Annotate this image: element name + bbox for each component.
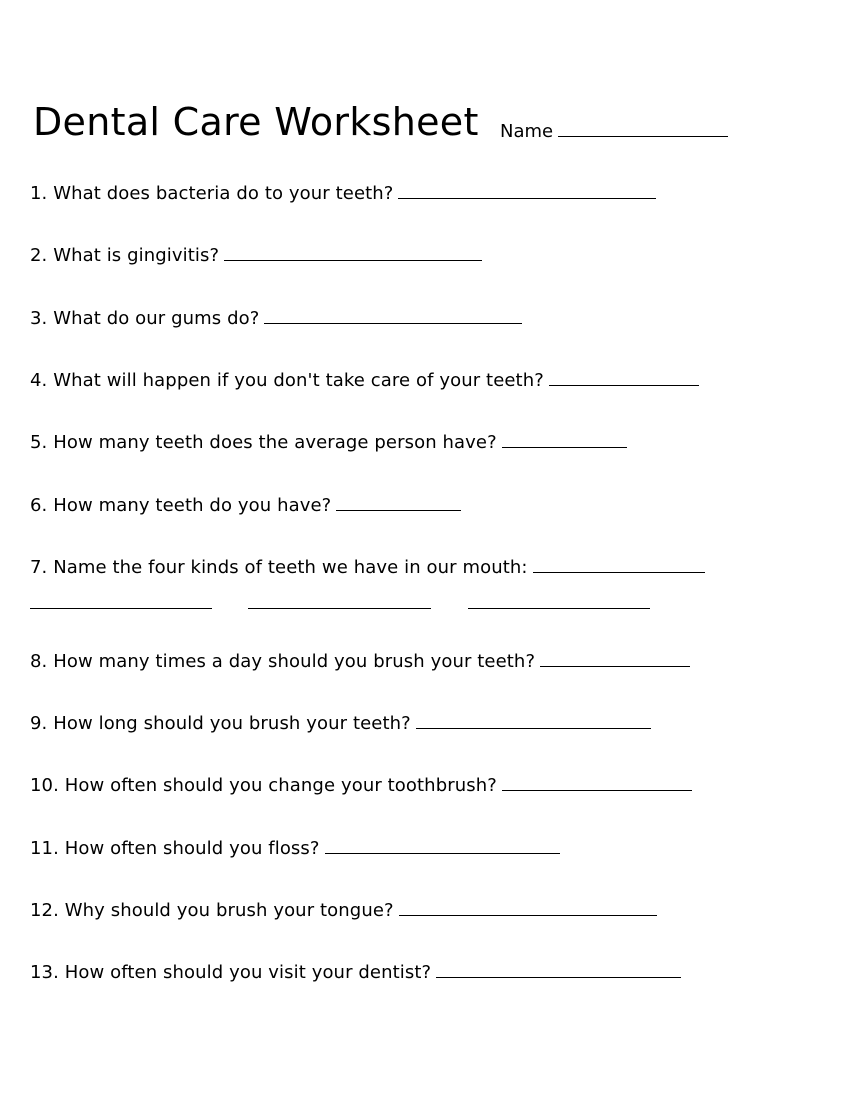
question-text: 9. How long should you brush your teeth? — [30, 713, 411, 734]
question-6 — [30, 492, 461, 516]
question-12 — [30, 897, 657, 921]
answer-line[interactable] — [416, 710, 651, 729]
question-7 — [30, 554, 705, 578]
question-2 — [30, 242, 482, 266]
question-text: 3. What do our gums do? — [30, 308, 260, 329]
answer-line[interactable] — [248, 590, 431, 609]
question-11 — [30, 835, 560, 859]
question-text: 6. How many teeth do you have? — [30, 495, 332, 516]
answer-line[interactable] — [399, 897, 657, 916]
question-9 — [30, 710, 651, 734]
question-text: 7. Name the four kinds of teeth we have in our mouth: — [30, 557, 528, 578]
answer-line[interactable] — [436, 959, 681, 978]
answer-line[interactable] — [502, 429, 627, 448]
answer-line[interactable] — [533, 554, 705, 573]
question-1 — [30, 180, 656, 204]
question-text: 8. How many times a day should you brush your teeth? — [30, 651, 536, 672]
name-answer-line[interactable] — [558, 118, 728, 137]
question-text: 11. How often should you floss? — [30, 838, 320, 859]
question-text: 10. How often should you change your toothbrush? — [30, 775, 497, 796]
page-title: Dental Care Worksheet — [33, 100, 479, 144]
answer-line[interactable] — [224, 242, 482, 261]
question-text: 12. Why should you brush your tongue? — [30, 900, 394, 921]
answer-line[interactable] — [540, 648, 690, 667]
question-text: 1. What does bacteria do to your teeth? — [30, 183, 394, 204]
answer-line[interactable] — [502, 772, 692, 791]
question-10 — [30, 772, 692, 796]
question-4 — [30, 367, 699, 391]
answer-line[interactable] — [325, 835, 560, 854]
question-text: 4. What will happen if you don't take care of your teeth? — [30, 370, 544, 391]
question-text: 2. What is gingivitis? — [30, 245, 220, 266]
name-field — [500, 118, 728, 142]
question-text: 13. How often should you visit your dentist? — [30, 962, 432, 983]
question-text: 5. How many teeth does the average person have? — [30, 432, 497, 453]
question-8 — [30, 648, 690, 672]
answer-line[interactable] — [549, 367, 699, 386]
question-13 — [30, 959, 681, 983]
question-5 — [30, 429, 627, 453]
answer-line[interactable] — [336, 492, 461, 511]
answer-line[interactable] — [30, 590, 212, 609]
question-7-blank-row — [30, 590, 680, 610]
question-3 — [30, 305, 522, 329]
answer-line[interactable] — [398, 180, 656, 199]
name-label: Name — [500, 121, 554, 142]
answer-line[interactable] — [264, 305, 522, 324]
answer-line[interactable] — [468, 590, 650, 609]
